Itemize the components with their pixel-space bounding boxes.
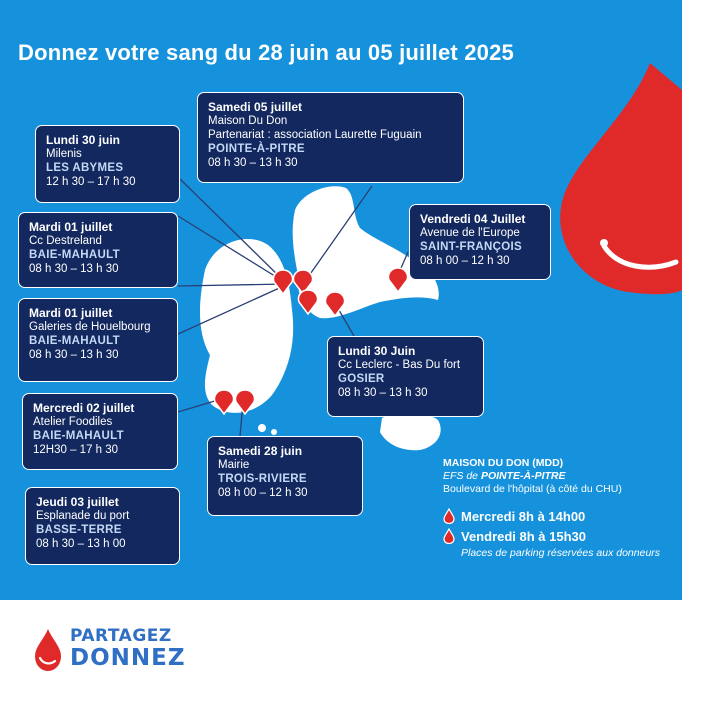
info-efs-city: POINTE-À-PITRE: [480, 470, 566, 482]
info-address: Boulevard de l'hôpital (à côté du CHU): [443, 483, 622, 495]
info-efs: [443, 470, 660, 483]
logo-text: [70, 625, 186, 669]
event-city: GOSIER: [338, 373, 385, 385]
blood-drop-icon: [443, 528, 455, 544]
event-date: Samedi 28 juin: [218, 444, 303, 458]
event-hours: 08 h 30 – 13 h 30: [208, 157, 298, 169]
info-heading: MAISON DU DON (MDD): [443, 457, 564, 469]
event-venue: Galeries de Houelbourg: [29, 321, 151, 333]
event-card-lundi-30-abymes: [35, 125, 180, 203]
logo-line-donnez: DONNEZ: [70, 645, 186, 671]
event-city: BAIE-MAHAULT: [29, 249, 120, 261]
event-date: Mardi 01 juillet: [29, 220, 113, 234]
schedule-text: Vendredi 8h à 15h30: [461, 528, 587, 544]
blood-drop-icon: [35, 629, 61, 671]
event-card-mercredi-02: [22, 393, 178, 470]
event-city: SAINT-FRANÇOIS: [420, 241, 522, 253]
event-hours: 08 h 30 – 13 h 30: [338, 387, 428, 399]
info-efs-prefix: EFS de: [443, 470, 481, 482]
schedule-row: [443, 528, 660, 544]
event-date: Vendredi 04 Juillet: [420, 212, 526, 226]
event-venue: Esplanade du port: [36, 510, 130, 522]
event-date: Lundi 30 Juin: [338, 344, 416, 358]
event-hours: 08 h 30 – 13 h 30: [29, 263, 119, 275]
event-venue: Mairie: [218, 459, 250, 471]
event-card-lundi-30-gosier: [327, 336, 484, 417]
event-venue: Milenis: [46, 148, 82, 160]
event-card-samedi-05: [197, 92, 464, 183]
event-city: BASSE-TERRE: [36, 524, 122, 536]
event-hours: 12 h 30 – 17 h 30: [46, 176, 136, 188]
event-date: Mardi 01 juillet: [29, 306, 113, 320]
event-hours: 12H30 – 17 h 30: [33, 444, 119, 456]
event-hours: 08 h 30 – 13 h 00: [36, 538, 126, 550]
event-city: BAIE-MAHAULT: [33, 430, 124, 442]
event-city: POINTE-À-PITRE: [208, 143, 305, 155]
event-card-samedi-28: [207, 436, 363, 516]
event-date: Mercredi 02 juillet: [33, 401, 135, 415]
event-city: TROIS-RIVIERE: [218, 473, 307, 485]
event-hours: 08 h 30 – 13 h 30: [29, 349, 119, 361]
blood-drop-icon: [443, 508, 455, 524]
event-date: Lundi 30 juin: [46, 133, 120, 147]
logo-line-partagez: PARTAGEZ: [70, 626, 172, 646]
event-partner: Partenariat : association Laurette Fuguain: [208, 129, 422, 141]
event-venue: Cc Destreland: [29, 235, 102, 247]
event-venue: Maison Du Don: [208, 115, 288, 127]
maison-du-don-info: [443, 457, 660, 560]
event-card-vendredi-04: [409, 204, 551, 280]
schedule-text: Mercredi 8h à 14h00: [461, 508, 586, 524]
event-venue: Avenue de l'Europe: [420, 227, 520, 239]
parking-note: Places de parking réservées aux donneurs: [461, 547, 661, 559]
event-date: Samedi 05 juillet: [208, 100, 303, 114]
event-hours: 08 h 00 – 12 h 30: [218, 487, 308, 499]
schedule-row: [443, 508, 660, 524]
event-date: Jeudi 03 juillet: [36, 495, 119, 509]
page-title: Donnez votre sang du 28 juin au 05 juillet 2025: [18, 40, 514, 65]
event-venue: Cc Leclerc - Bas Du fort: [338, 359, 461, 371]
event-card-jeudi-03: [25, 487, 180, 565]
event-city: LES ABYMES: [46, 162, 124, 174]
event-card-mardi-01-destreland: [18, 212, 178, 288]
event-card-mardi-01-houelbourg: [18, 298, 178, 382]
event-city: BAIE-MAHAULT: [29, 335, 120, 347]
event-venue: Atelier Foodiles: [33, 416, 113, 428]
event-hours: 08 h 00 – 12 h 30: [420, 255, 510, 267]
